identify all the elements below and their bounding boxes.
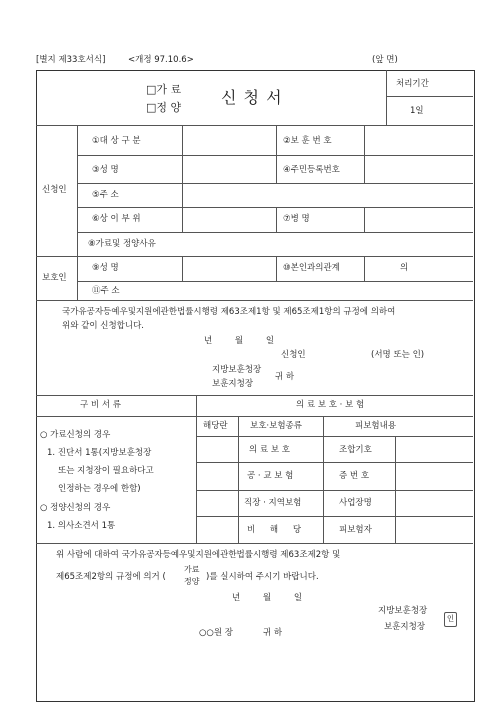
request-date: 년 월 일 [232,593,303,603]
col-insurance-type: 보호·보험종류 [250,421,302,431]
option-convalescence: □정 양 [146,101,182,114]
required-documents-header: 구 비 서 류 [80,400,121,410]
doc-line-1: ○ 가료신청의 경우 [40,430,111,440]
name-label: ③성 명 [92,165,119,175]
statement-line-1: 국가유공자등예우및지원에관한법률시행령 제63조제1항 및 제65조제1항의 규정에 의하여 [62,307,396,317]
request-honorific: 귀 하 [263,628,283,638]
honorific: 귀 하 [275,372,295,382]
signature-placeholder: (서명 또는 인) [371,350,425,360]
relationship-label: ⑩본인과의관계 [283,263,340,273]
doc-line-3: 또는 지청장이 필요하다고 [58,466,154,476]
row-workplace-regional-insurance: 직장 · 지역보험 [244,498,302,508]
processing-period-value: 1일 [410,106,424,116]
recipient-regional-office: 지방보훈청장 [212,365,262,375]
option-medical-treatment: □가 료 [146,83,182,96]
seal-box [444,612,457,627]
row-insured-person: 피보험자 [339,525,372,535]
guardian-name-label: ⑨성 명 [92,263,119,273]
applicant-sign-label: 신청인 [281,350,306,360]
revision-date: <개정 97.10.6> [128,55,194,65]
recipient-branch-office: 보훈지청장 [212,379,254,389]
disease-name-label: ⑦병 명 [283,214,310,224]
recipient-hospital-director: ○○원 장 [199,628,233,638]
row-public-school-insurance: 공 · 교 보 험 [247,471,294,481]
form-title: 신 청 서 [221,88,283,107]
row-union-code: 조합기호 [339,445,372,455]
relationship-value: 의 [400,263,409,273]
row-not-applicable: 비 해 당 [247,525,302,535]
statement-line-2: 위와 같이 신청합니다. [62,321,145,331]
col-applicable: 해당란 [203,421,228,431]
doc-line-6: 1. 의사소견서 1통 [47,521,116,531]
target-category-label: ①대 상 구 분 [92,136,141,146]
form-number: [별지 제33호서식] [36,55,106,65]
request-line-1: 위 사람에 대하여 국가유공자등예우및지원에관한법률시행령 제63조제2항 및 [56,550,341,560]
front-side-label: (앞 면) [372,55,398,65]
col-insured-details: 피보험내용 [355,421,397,431]
treatment-reason-label: ⑧가료및 정양사유 [88,239,156,249]
address-label: ⑤주 소 [92,190,119,200]
insurance-header: 의 료 보 호 · 보 험 [296,400,365,410]
request-line-2b: )를 실시하여 주시기 바랍니다. [206,572,319,582]
injury-site-label: ⑥상 이 부 위 [92,214,141,224]
sender-regional-office: 지방보훈청장 [378,606,428,616]
doc-line-5: ○ 정양신청의 경우 [40,503,111,513]
processing-period-label: 처리기간 [396,79,429,89]
veteran-number-label: ②보 훈 번 호 [283,136,332,146]
guardian-section-label: 보호인 [42,273,67,283]
doc-line-4: 인정하는 경우에 한함) [58,484,141,494]
sender-branch-office: 보훈지청장 [384,622,426,632]
row-medical-aid: 의 료 보 호 [249,445,290,455]
request-option-convalescence: 정양 [184,577,200,586]
row-workplace-name: 사업장명 [339,498,372,508]
row-certificate-number: 증 번 호 [339,471,370,481]
seal-mark: 인 [446,614,455,623]
doc-line-2: 1. 진단서 1통(지방보훈청장 [47,448,152,458]
request-option-treatment: 가료 [184,565,200,574]
guardian-address-label: ⑪주 소 [92,286,120,296]
request-line-2a: 제65조제2항의 규정에 의거 ( [56,572,166,582]
application-date: 년 월 일 [204,336,275,346]
applicant-section-label: 신청인 [42,185,67,195]
resident-number-label: ④주민등록번호 [283,165,340,175]
